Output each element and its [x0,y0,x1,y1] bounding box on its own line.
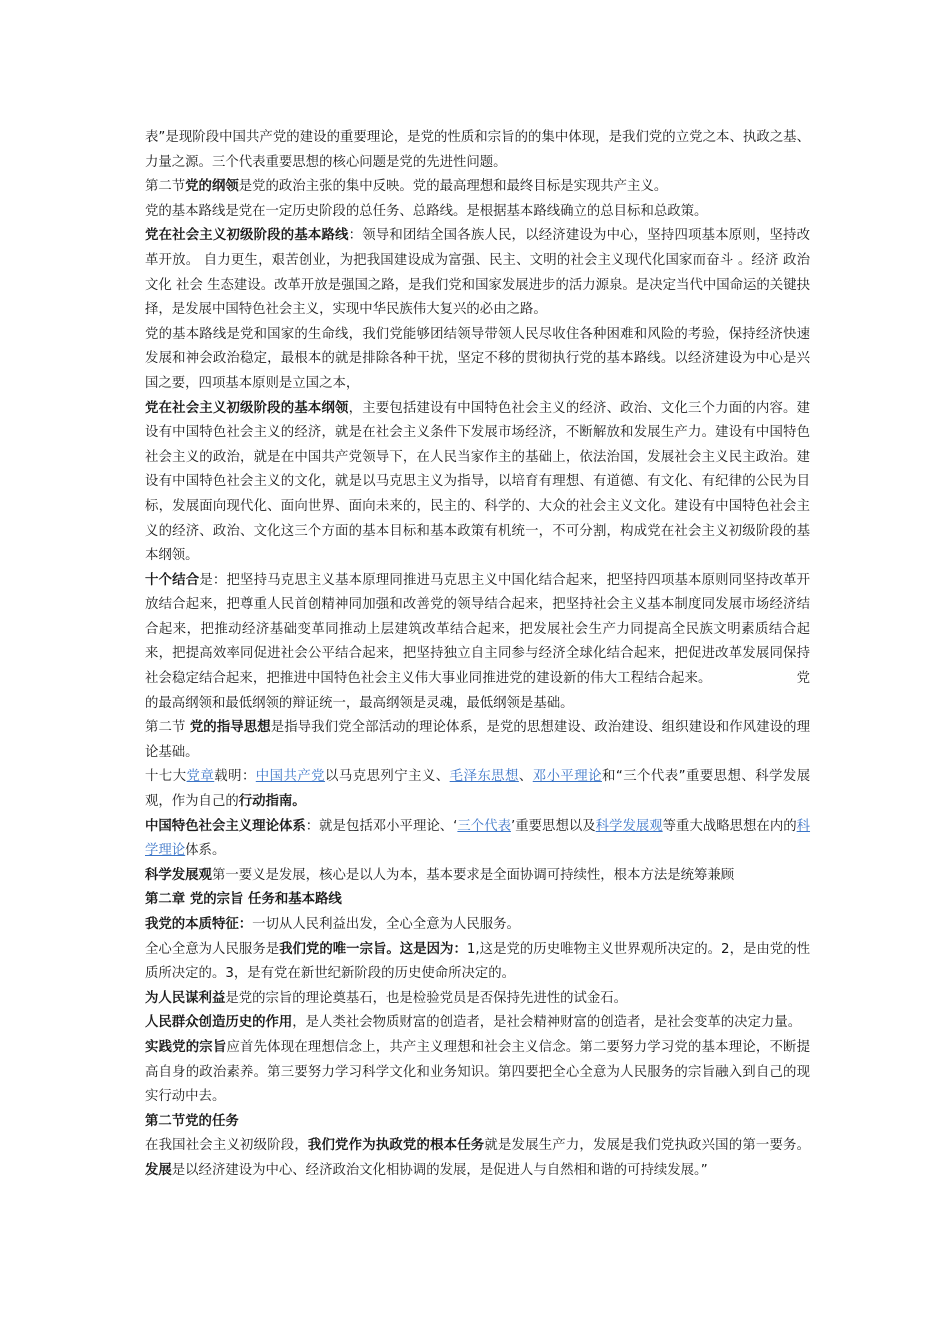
link-kexue-fazhanguan[interactable]: 科学发展观 [595,818,663,834]
link-dangzhang[interactable]: 党章 [186,769,215,785]
text-run: 第一要义是发展，核心是以人为本，基本要求是全面协调可持续性，根本方法是统筹兼顾 [211,867,735,883]
paragraph [145,1134,810,1183]
text-run: 就是发展生产力，发展是我们党执政兴国的第一要务。 [484,1138,811,1154]
text-run: 是指导我们党全部活动的理论体系，是党的思想建设、政治建设、组织建设和作风建设的理论基础。 [145,720,810,760]
link-zhongguo-gongchandang[interactable]: 中国共产党 [255,769,326,785]
paragraph [145,1036,810,1110]
paragraph [145,987,810,1012]
text-run: 是党的宗旨的理论奠基石，也是检验党员是否保持先进性的试金石。 [225,990,628,1006]
text-run: 载明： [214,769,256,785]
paragraph [145,716,810,765]
paragraph [145,224,810,322]
text-run: ：领导和团结全国各族人民，以经济建设为中心，坚持四项基本原则，坚持改革开放。 自力更生，艰苦创业，为把我国建设成为富强、民主、文明的社会主义现代化国家而奋斗 。经济 政治 文化 社会 生态建设。改革开放是强国之路，是我们党和国家发展进步的活力源泉。是决定当代中国命运的关键抉择，是发展中国特色社会主义，实现中华民族伟大复兴的必由之路。 [145,228,811,318]
text-run: ’重要思想以及 [511,818,596,834]
paragraph: 党的基本路线是党在一定历史阶段的总任务、总路线。是根据基本路线确立的总目标和总政策。 [145,203,708,219]
paragraph [145,1011,810,1036]
bold-term: 中国特色社会主义理论体系 [145,818,306,834]
bold-term: 党在社会主义初级阶段的基本路线 [145,228,349,244]
text-run: 一切从人民利益出发，全心全意为人民服务。 [252,917,520,932]
section-label: 第二节 [145,179,186,195]
text-run: 和“三个代表”重要思想、科学发展观，作为自己的 [145,769,811,810]
paragraph [145,938,810,987]
text-run: 是：把坚持马克思主义基本原理同推进马克思主义中国化结合起来，把坚持四项基本原则同坚持改革开放结合起来，把尊重人民首创精神同加强和改善党的领导结合起来，把坚持社会主义基本制度同发展市场经济结合起来，把推动经济基础变革同推动上层建筑改革结合起来，把发展社会生产力同提高全民族文明素质结合起来，把提高效率同促进社会公平结合起来，把坚持独立自主同参与经济全球化结合起来，把促进改革发展同保持社会稳定结合起来，把推进中国特色社会主义伟大事业同推进党的建设新的伟大工程结合起来。 [145,572,811,687]
paragraph [145,815,810,864]
text-run: 是党的政治主张的集中反映。党的最高理想和最终目标是实现共产主义。 [238,179,668,195]
bold-term: 我们党作为执政党的根本任务 [307,1138,485,1154]
text-run: ，主要包括建设有中国特色社会主义的经济、政治、文化三个力面的内容。建设有中国特色社会主义的经济，就是在社会主义条件下发展市场经济，不断解放和发展生产力。建设有中国特色社会主义的政治，就是在中国共产党领导下，在人民当家作主的基础上，依法治国，发展社会主义民主政治。建设有中国特色社会主义的文化，就是以马克思主义为指导，以培育有理想、有道德、有文化、有纪律的公民为目标，发展面向现代化、面向世界、面向未来的，民主的、科学的、大众的社会主义文化。建设有中国特色社会主义的经济、政治、文化这三个方面的基本目标和基本政策有机统一，不可分割，构成党在社会主义初级阶段的基本纲领。 [145,400,811,564]
bold-term: 十个结合 [145,572,200,588]
text-run: 以马克思列宁主义、 [325,769,450,785]
bold-term: 科学发展观 [145,867,212,883]
paragraph: 表”是现阶段中国共产党的建设的重要理论，是党的性质和宗旨的的集中体现，是我们党的立党之本、执政之基、力量之源。三个代表重要思想的核心问题是党的先进性问题。 [145,130,810,170]
bold-term: 人民群众创造历史的作用 [145,1015,293,1031]
text-run: ：就是包括邓小平理论、‘ [305,818,458,834]
text-run: 1,这是党的历史唯物主义世界观所决定的。2，是由党的性质所决定的。3，是有党在新世纪新阶段的历史使命所决定的。 [145,941,811,982]
text-run: 是以经济建设为中心、经济政治文化相协调的发展，是促进人与自然相和谐的可持续发展。” [171,1162,708,1178]
bold-term: 发展 [145,1162,172,1178]
bold-term: 党的纲领 [185,179,239,195]
bold-term: 实践党的宗旨 [145,1039,227,1055]
link-dengxiaoping-lilun[interactable]: 邓小平理论 [532,769,602,785]
text-run: 应首先体现在理想信念上，共产主义理想和社会主义信念。第二要努力学习党的基本理论，不断提高自身的政治素养。第三要努力学习科学文化和业务知识。第四要把全心全意为人民服务的宗旨融入到自己的现实行动中去。 [145,1039,810,1105]
paragraph [145,569,810,717]
link-kexue-lilun[interactable]: 科学理论 [145,818,811,859]
paragraph [145,864,810,889]
text-run: 十七大 [145,769,187,785]
paragraph [145,175,810,200]
link-maozedong-sixiang[interactable]: 毛泽东思想 [449,769,519,785]
bold-term: 我党的本质特征： [145,917,253,932]
text-run: 等重大战略思想在内的 [662,818,797,834]
text-run: 党的最高纲领和最低纲领的辩证统一，最高纲领是灵魂，最低纲领是基础。 [145,671,811,711]
text-run: ，是人类社会物质财富的创造者，是社会精神财富的创造者，是社会变革的决定力量。 [292,1015,802,1031]
paragraph: 党的基本路线是党和国家的生命线，我们党能够团结领导带领人民尽收住各种困难和风险的考验，保持经济快速发展和神会政治稳定，最根本的就是排除各种干扰，坚定不移的贯彻执行党的基本路线。以经济建设为中心是兴国之要，四项基本原则是立国之本， [145,326,810,391]
document-page [145,126,810,1184]
bold-term: 我们党的唯一宗旨。这是因为： [279,941,467,957]
paragraph [145,765,810,814]
bold-term: 党的指导思想 [189,720,271,736]
section-label: 第二节 [145,720,190,736]
link-sange-daibiao[interactable]: 三个代表 [457,818,511,834]
bold-term: 党在社会主义初级阶段的基本纲领 [145,400,349,416]
text-run: 体系。 [185,843,226,859]
section-heading: 第二节党的任务 [145,1113,239,1129]
chapter-heading: 第二章 党的宗旨 任务和基本路线 [145,892,342,908]
paragraph [145,397,810,569]
text-run: 在我国社会主义初级阶段， [145,1138,308,1154]
paragraph [145,913,810,938]
bold-term: 行动指南。 [238,794,306,810]
bold-term: 为人民谋利益 [145,990,226,1006]
text-run: 、 [518,769,533,785]
text-run: 全心全意为人民服务是 [145,941,280,957]
